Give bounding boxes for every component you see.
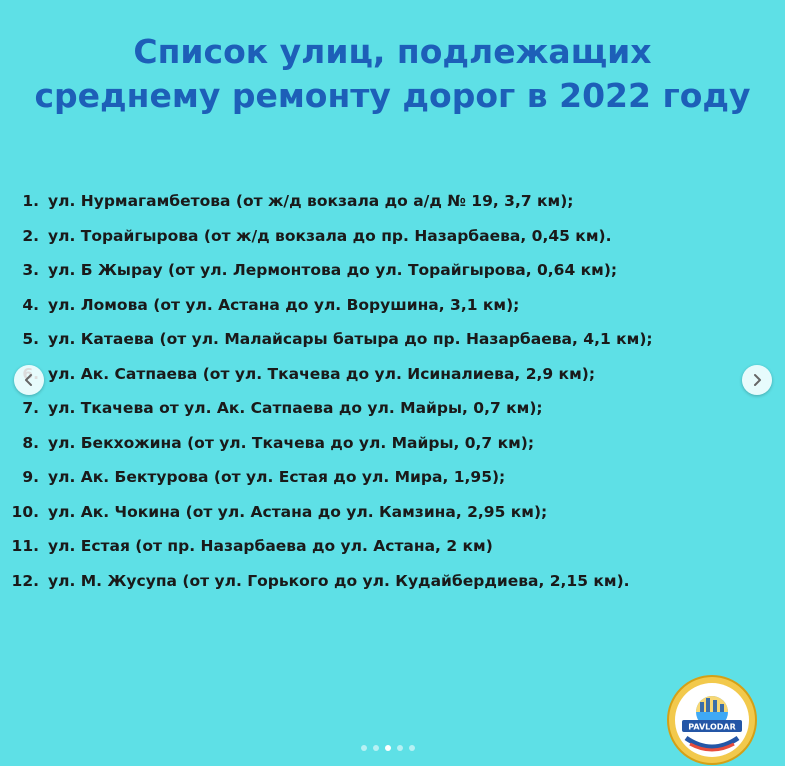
item-number: 11.: [11, 537, 39, 555]
title-line-1: Список улиц, подлежащих: [133, 32, 652, 71]
list-item: [8, 322, 768, 357]
list-item: [8, 219, 778, 254]
item-text: ул. Торайгырова (от ж/д вокзала до пр. Назарбаева, 0,45 км).: [48, 226, 612, 245]
carousel-prev-button[interactable]: [14, 365, 44, 395]
item-number: 2.: [22, 226, 39, 245]
pavlodar-emblem-logo: [666, 674, 758, 766]
item-number: 7.: [22, 399, 39, 417]
list-item: [8, 253, 778, 288]
item-text: ул. Ломова (от ул. Астана до ул. Ворушина, 3,1 км);: [48, 295, 520, 314]
item-text: ул. Естая (от пр. Назарбаева до ул. Астана, 2 км): [48, 537, 493, 555]
carousel-next-button[interactable]: [742, 365, 772, 395]
carousel-dot[interactable]: [373, 745, 379, 751]
carousel-dot[interactable]: [409, 745, 415, 751]
item-text: ул. Нурмагамбетова (от ж/д вокзала до а/д № 19, 3,7 км);: [48, 192, 574, 210]
list-item: [8, 460, 778, 495]
item-text: ул. Ак. Сатпаева (от ул. Ткачева до ул. Исиналиева, 2,9 км);: [48, 364, 596, 383]
list-item: [8, 357, 778, 392]
item-text: ул. Катаева (от ул. Малайсары батыра до пр. Назарбаева, 4,1 км);: [48, 330, 653, 348]
item-number: 12.: [11, 571, 39, 590]
item-text: ул. Ак. Бектурова (от ул. Естая до ул. Мира, 1,95);: [48, 468, 506, 486]
page-title: [0, 30, 785, 118]
list-item: [8, 529, 778, 564]
list-item: [8, 564, 778, 599]
item-number: 5.: [22, 330, 39, 348]
carousel-dot[interactable]: [397, 745, 403, 751]
item-text: ул. Ак. Чокина (от ул. Астана до ул. Камзина, 2,95 км);: [48, 502, 548, 521]
item-text: ул. М. Жусупа (от ул. Горького до ул. Кудайбердиева, 2,15 км).: [48, 571, 630, 590]
carousel-indicator: [361, 745, 415, 751]
item-text: ул. Бекхожина (от ул. Ткачева до ул. Майры, 0,7 км);: [48, 433, 535, 452]
list-item: [8, 184, 778, 219]
logo-text: PAVLODAR: [688, 722, 736, 732]
item-number: 1.: [22, 192, 39, 210]
item-number: 4.: [22, 295, 39, 314]
street-list: [8, 184, 778, 598]
list-item: [8, 288, 778, 323]
item-text: ул. Ткачева от ул. Ак. Сатпаева до ул. Майры, 0,7 км);: [48, 399, 543, 417]
item-text: ул. Б Жырау (от ул. Лермонтова до ул. Торайгырова, 0,64 км);: [48, 261, 618, 279]
chevron-right-icon: [750, 373, 764, 387]
title-line-2: среднему ремонту дорог в 2022 году: [34, 76, 751, 115]
item-number: 10.: [11, 502, 39, 521]
list-item: [8, 426, 778, 461]
list-item: [8, 495, 778, 530]
item-number: 8.: [22, 433, 39, 452]
list-item: [8, 391, 778, 426]
chevron-left-icon: [22, 373, 36, 387]
carousel-dot[interactable]: [361, 745, 367, 751]
item-number: 9.: [22, 468, 39, 486]
item-number: 3.: [22, 261, 39, 279]
carousel-dot-active[interactable]: [385, 745, 391, 751]
